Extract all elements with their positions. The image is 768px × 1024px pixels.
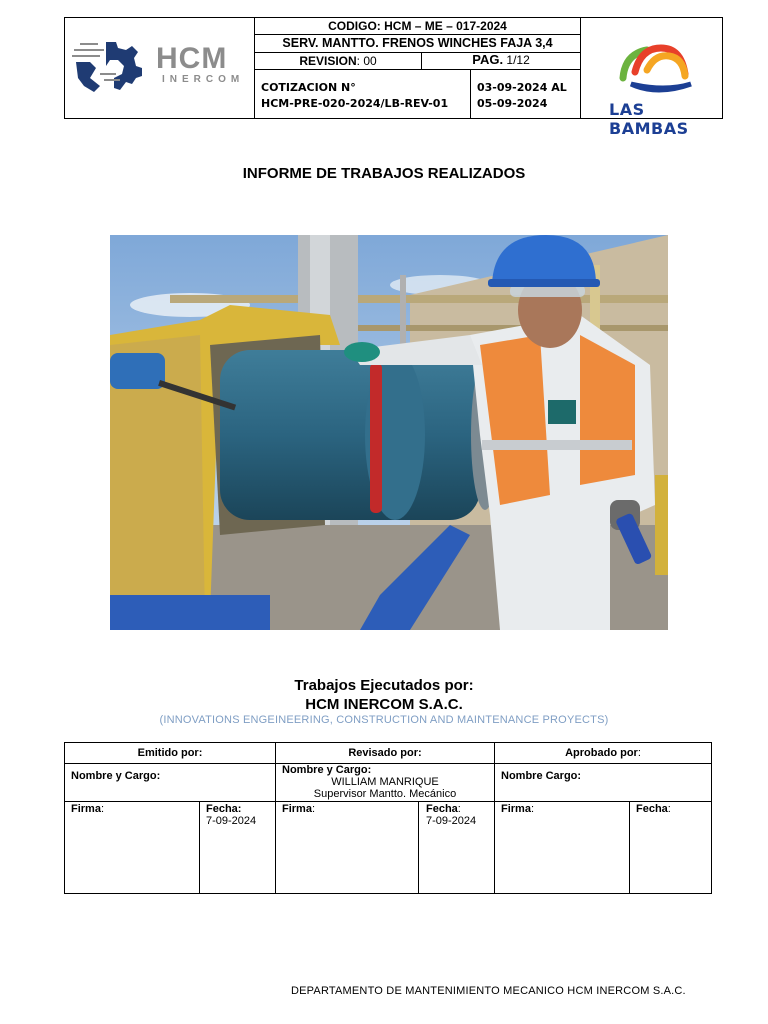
approval-divider — [65, 801, 711, 802]
page-value: 1/12 — [503, 53, 530, 67]
company-name: HCM INERCOM S.A.C. — [305, 696, 463, 713]
emitido-date — [206, 803, 256, 827]
header-divider — [580, 18, 581, 118]
firma-text: Firma — [501, 803, 531, 815]
revisado-date — [426, 803, 476, 827]
fecha-label: Fecha: — [206, 803, 242, 815]
revision-value: : 00 — [356, 54, 377, 68]
date-end: 05-09-2024 — [477, 97, 548, 110]
quote-cell — [261, 80, 448, 112]
aprobado-date — [636, 803, 671, 815]
aprobado-header-colon: : — [637, 747, 641, 759]
colon-text: : — [100, 803, 105, 815]
aprobado-header-label: Aprobado por — [565, 747, 638, 759]
report-title: INFORME DE TRABAJOS REALIZADOS — [242, 165, 526, 182]
approval-divider — [629, 801, 630, 893]
fecha-label: Fecha — [426, 803, 458, 815]
approval-table — [64, 742, 712, 894]
revisado-signature-label — [282, 803, 315, 815]
document-header-table — [64, 17, 723, 138]
approval-divider — [199, 801, 200, 893]
header-divider — [470, 69, 471, 118]
hcm-logo-text: HCM — [156, 42, 228, 75]
revisado-name-label: Nombre y Cargo: — [282, 764, 372, 776]
fecha-label: Fecha — [636, 803, 668, 815]
header-divider — [254, 18, 255, 118]
firma-text: Firma — [71, 803, 101, 815]
las-bambas-arcs-icon — [595, 40, 715, 100]
revisado-header: Revisado por: — [348, 747, 422, 759]
emitido-header: Emitido por: — [137, 747, 203, 759]
emitido-name-label: Nombre y Cargo: — [71, 770, 161, 782]
quote-number: HCM-PRE-020-2024/LB-REV-01 — [261, 97, 449, 110]
document-code: CODIGO: HCM – ME – 017-2024 — [328, 19, 507, 33]
date-range-cell — [477, 80, 567, 112]
colon-text: : — [667, 803, 671, 815]
colon-text: : — [457, 803, 461, 815]
colon-text: : — [311, 803, 316, 815]
inercom-logo-text: INERCOM — [162, 74, 245, 85]
header-divider — [254, 69, 580, 70]
fecha-value: 7-09-2024 — [206, 815, 257, 827]
revision-cell — [255, 54, 421, 68]
work-photo — [110, 235, 668, 630]
las-bambas-logo — [595, 40, 715, 138]
reviewer-role: Supervisor Mantto. Mecánico — [313, 788, 457, 800]
technician-brake-photo — [110, 235, 668, 630]
approval-divider — [494, 743, 495, 893]
approval-divider — [65, 763, 711, 764]
page-label: PAG. — [472, 52, 504, 67]
page-footer: DEPARTAMENTO DE MANTENIMIENTO MECANICO HCM INERCOM S.A.C. — [291, 985, 686, 997]
hcm-gear-icon — [70, 38, 150, 94]
hcm-inercom-logo — [70, 38, 250, 94]
service-name: SERV. MANTTO. FRENOS WINCHES FAJA 3,4 — [282, 36, 553, 50]
approval-divider — [418, 801, 419, 893]
header-divider — [254, 34, 580, 35]
aprobado-header — [495, 747, 711, 759]
date-start: 03-09-2024 AL — [477, 81, 567, 94]
reviewer-name: WILLIAM MANRIQUE — [331, 776, 439, 788]
emitido-signature-label — [71, 803, 104, 815]
las-bambas-logo-text: LAS BAMBAS — [609, 100, 689, 138]
approval-divider — [275, 743, 276, 893]
colon-text: : — [530, 803, 535, 815]
firma-text: Firma — [282, 803, 312, 815]
aprobado-signature-label — [501, 803, 534, 815]
aprobado-name-label: Nombre Cargo: — [501, 770, 582, 782]
executed-by-label: Trabajos Ejecutados por: — [294, 677, 474, 694]
revision-label: REVISION — [299, 54, 357, 68]
page-cell — [422, 53, 580, 67]
fecha-value: 7-09-2024 — [426, 815, 477, 827]
company-description: (INNOVATIONS ENGEINEERING, CONSTRUCTION AND MAINTENANCE PROYECTS) — [159, 714, 609, 726]
quote-label: COTIZACION N° — [261, 81, 356, 94]
